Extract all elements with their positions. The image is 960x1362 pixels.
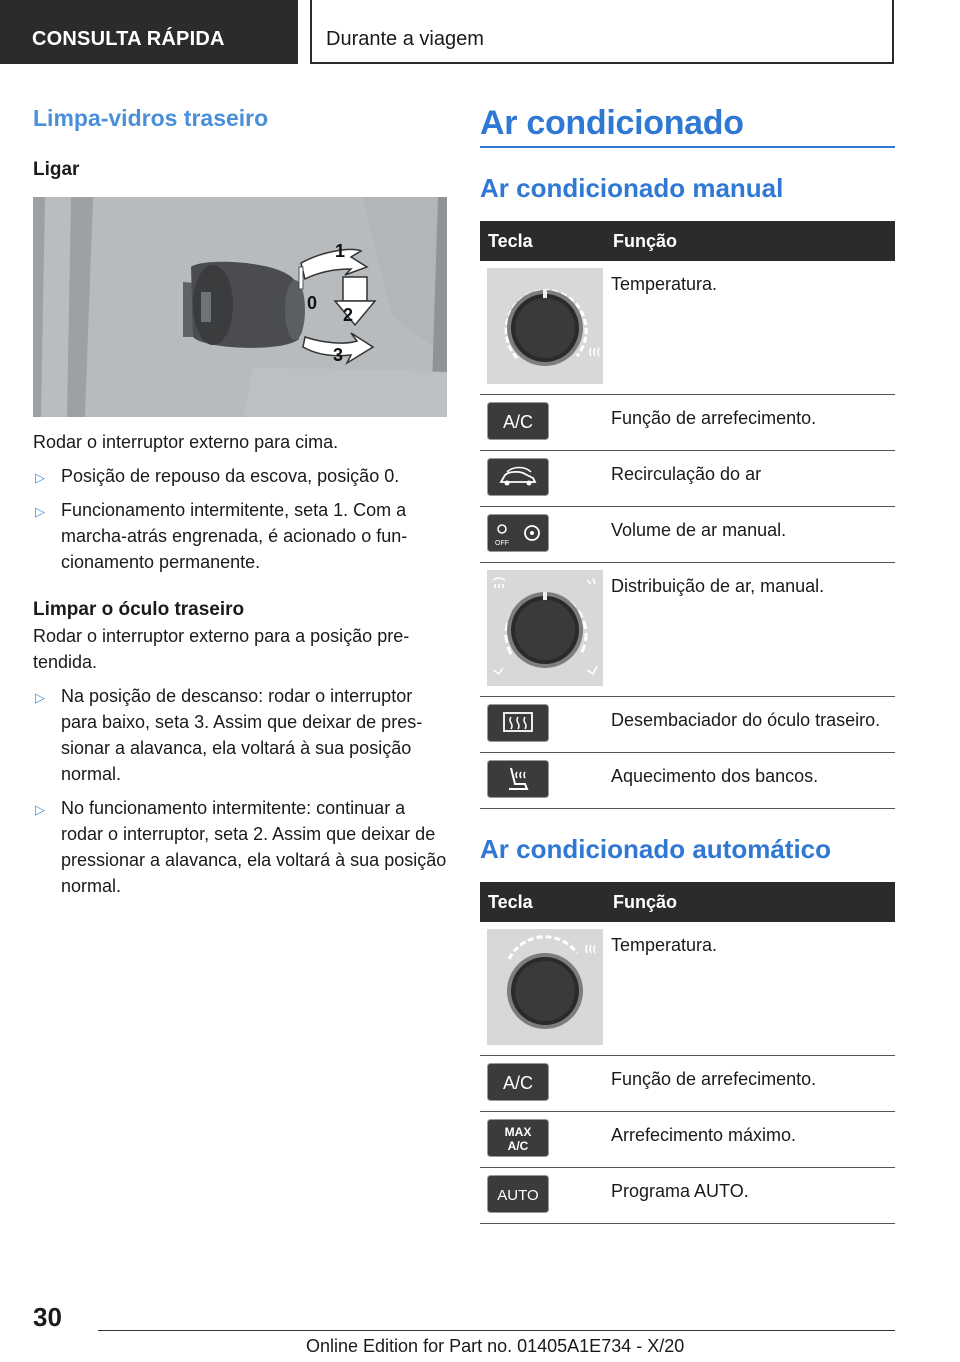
svg-text:A/C: A/C <box>502 1073 534 1093</box>
column-header-function: Função <box>603 882 895 922</box>
air-distribution-knob-icon <box>487 570 603 686</box>
header-section-tab <box>0 0 298 64</box>
triangle-bullet-icon: ▷ <box>35 690 45 705</box>
temperature-knob-icon <box>487 929 603 1045</box>
fan-volume-button-icon <box>487 514 549 552</box>
triangle-bullet-icon: ▷ <box>35 802 45 817</box>
column-header-key: Tecla <box>480 882 603 922</box>
table-row <box>480 697 895 753</box>
table-row <box>480 753 895 809</box>
column-header-key: Tecla <box>480 221 603 261</box>
function-text: Temperatura. <box>603 261 895 395</box>
page-title-air-conditioning: Ar condicionado <box>480 104 744 142</box>
function-text: Função de arrefecimento. <box>603 1056 895 1112</box>
table-header-row <box>480 882 895 922</box>
table-row <box>480 507 895 563</box>
list-item: ▷ No funcionamento intermitente: continuar a rodar o interruptor, seta 2. Assim que deixar de pressionar a alavanca, ela voltará à sua posição normal. <box>35 798 447 896</box>
rear-defroster-button-icon <box>487 704 549 742</box>
bullet-list-1 <box>33 463 447 575</box>
header-chapter-tab <box>310 0 894 64</box>
column-header-function: Função <box>603 221 895 261</box>
left-column <box>33 100 447 899</box>
table-row <box>480 395 895 451</box>
section-heading-rear-wiper: Limpa-vidros traseiro <box>33 105 269 131</box>
arrow-label-2: 2 <box>343 305 354 325</box>
paragraph-rotate-up: Rodar o interruptor externo para cima. <box>33 432 339 452</box>
wiper-stalk-photo <box>33 197 447 417</box>
subheading-switch-on: Ligar <box>33 159 80 180</box>
section-title: CONSULTA RÁPIDA <box>32 28 225 50</box>
table-row <box>480 563 895 697</box>
function-text: Função de arrefecimento. <box>603 395 895 451</box>
svg-text:A/C: A/C <box>507 1139 529 1153</box>
right-column <box>480 100 895 1224</box>
temperature-knob-icon <box>487 268 603 384</box>
position-label-0: 0 <box>307 293 318 313</box>
arrow-label-3: 3 <box>333 345 344 365</box>
svg-text:OFF: OFF <box>495 540 509 547</box>
arrow-label-1: 1 <box>335 241 346 261</box>
list-item: ▷ Na posição de descanso: rodar o interruptor para baixo, seta 3. Assim que deixar de pressionar a alavanca, ela voltará à sua posição normal. <box>35 686 423 784</box>
table-row <box>480 1112 895 1168</box>
function-text: Programa AUTO. <box>603 1168 895 1224</box>
ac-button-icon <box>487 1063 549 1101</box>
function-text: Volume de ar manual. <box>603 507 895 563</box>
svg-text:A/C: A/C <box>502 412 534 432</box>
function-text: Desembaciador do óculo traseiro. <box>603 697 895 753</box>
table-header-row <box>480 221 895 261</box>
function-text: Aquecimento dos bancos. <box>603 753 895 809</box>
function-text: Temperatura. <box>603 922 895 1056</box>
function-text: Distribuição de ar, manual. <box>603 563 895 697</box>
table-row <box>480 1168 895 1224</box>
svg-text:MAX: MAX <box>504 1125 532 1139</box>
recirculation-button-icon <box>487 458 549 496</box>
max-ac-button-icon <box>487 1119 549 1157</box>
bullet-list-2 <box>33 683 447 899</box>
triangle-bullet-icon: ▷ <box>35 504 45 519</box>
paragraph-rotate-desired: Rodar o interruptor externo para a posição pretendida. <box>33 626 410 672</box>
title-divider <box>480 146 895 148</box>
list-item: ▷ Funcionamento intermitente, seta 1. Com a marcha-atrás engrenada, é acionado o funcionamento permanente. <box>35 500 408 572</box>
ac-button-icon <box>487 402 549 440</box>
subheading-clean-rear-window: Limpar o óculo traseiro <box>33 599 245 620</box>
triangle-bullet-icon: ▷ <box>35 470 45 485</box>
function-text: Arrefecimento máximo. <box>603 1112 895 1168</box>
footer-divider <box>98 1330 895 1331</box>
table-row <box>480 922 895 1056</box>
page-number: 30 <box>33 1302 62 1332</box>
seat-heating-button-icon <box>487 760 549 798</box>
automatic-ac-table <box>480 882 895 1224</box>
edition-note: Online Edition for Part no. 01405A1E734 - X/20 <box>306 1336 685 1356</box>
heading-automatic-ac: Ar condicionado automático <box>480 834 832 864</box>
auto-button-icon <box>487 1175 549 1213</box>
heading-manual-ac: Ar condicionado manual <box>480 173 784 203</box>
list-item: ▷ Posição de repouso da escova, posição 0. <box>33 463 447 489</box>
table-row <box>480 261 895 395</box>
table-row <box>480 451 895 507</box>
table-row <box>480 1056 895 1112</box>
chapter-title: Durante a viagem <box>326 28 484 50</box>
manual-ac-table <box>480 221 895 809</box>
svg-text:AUTO: AUTO <box>497 1187 539 1204</box>
function-text: Recirculação do ar <box>603 451 895 507</box>
